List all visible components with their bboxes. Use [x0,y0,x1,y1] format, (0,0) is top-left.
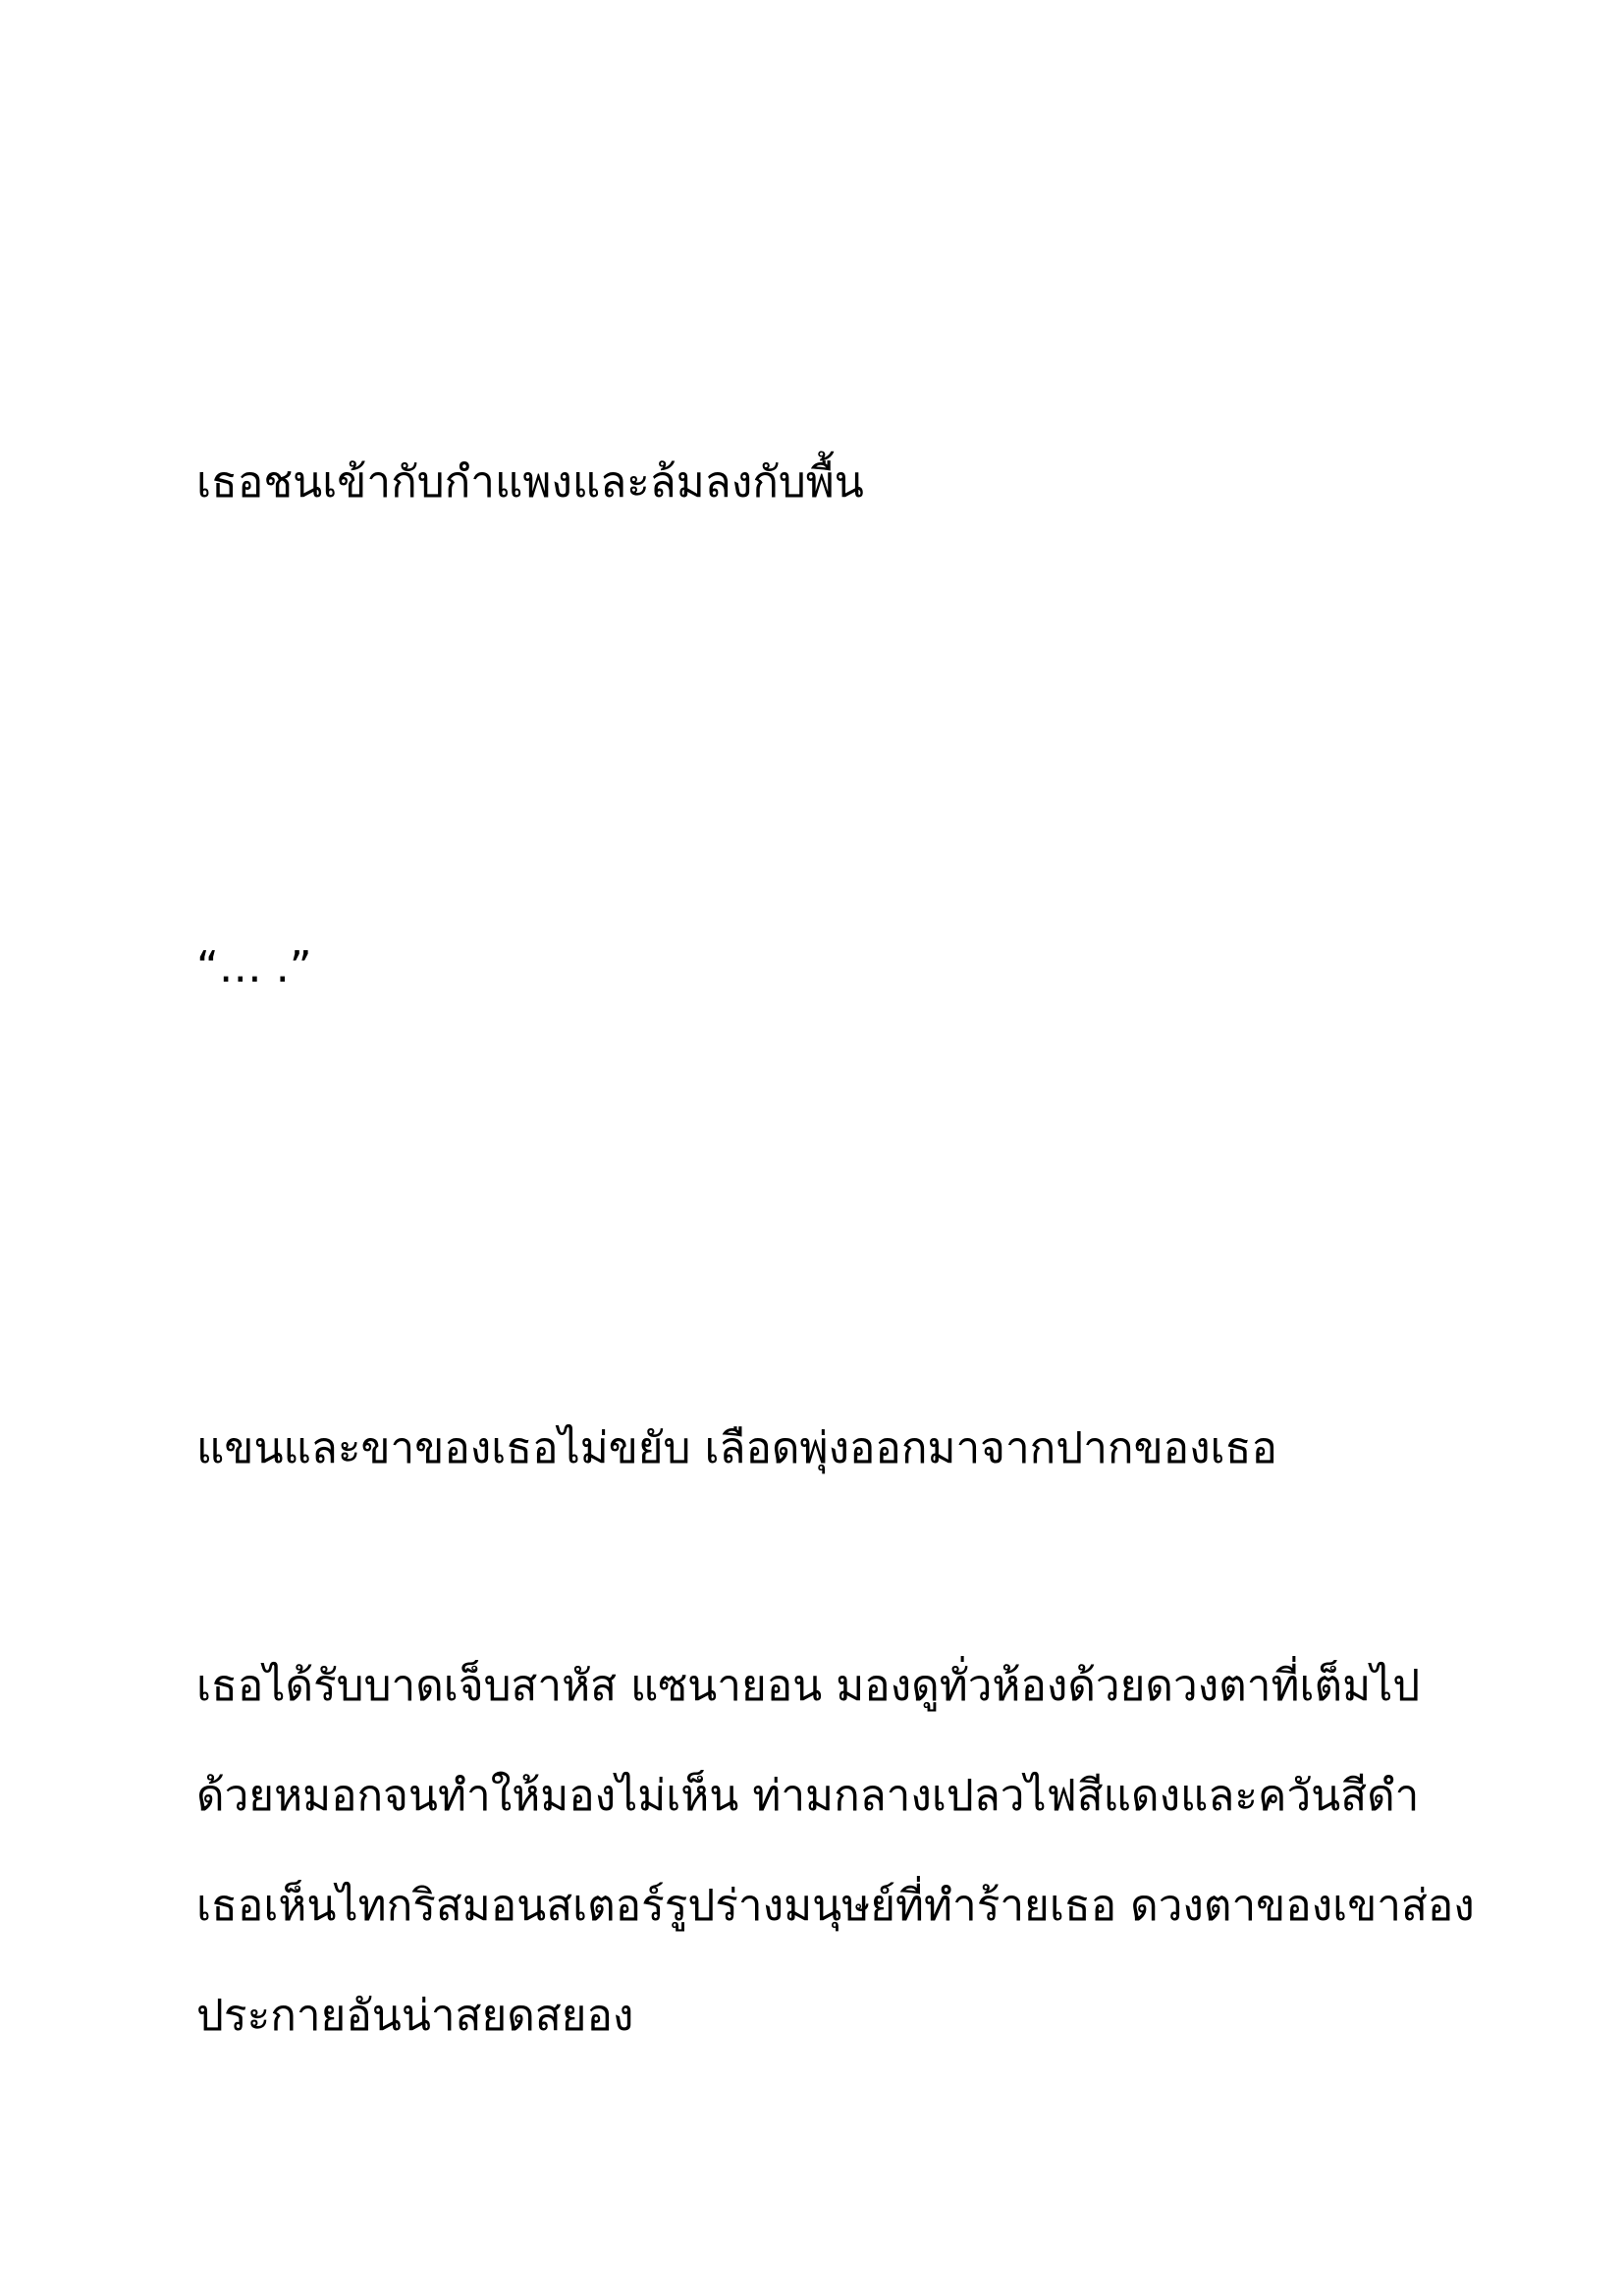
paragraph-line: ประกายอันน่าสยดสยอง [196,1991,634,2041]
paragraph-3 [196,1394,1473,1504]
paragraph-line: ด้วยหมอกจนทำให้มองไม่เห็น ท่ามกลางเปลวไฟสีแดงและควันสีดำ [196,1771,1420,1821]
paragraph-line: เธอได้รับบาดเจ็บสาหัส แซนายอน มองดูทั่วห้องด้วยดวงตาที่เต็มไป [196,1661,1421,1711]
paragraph-4 [196,1631,1473,2071]
paragraph-line: เธอเห็นไทกริสมอนสเตอร์รูปร่างมนุษย์ที่ทำร้ายเธอ ดวงตาของเขาส่อง [196,1881,1475,1931]
paragraph-2 [196,913,1473,1023]
paragraph-line: “… .” [196,942,312,992]
paragraph-line: แขนและขาของเธอไม่ขยับ เลือดพุ่งออกมาจากปากของเธอ [196,1423,1277,1473]
paragraph-1 [196,428,1473,538]
paragraph-line: เธอชนเข้ากับกำแพงและล้มลงกับพื้น [196,457,864,507]
